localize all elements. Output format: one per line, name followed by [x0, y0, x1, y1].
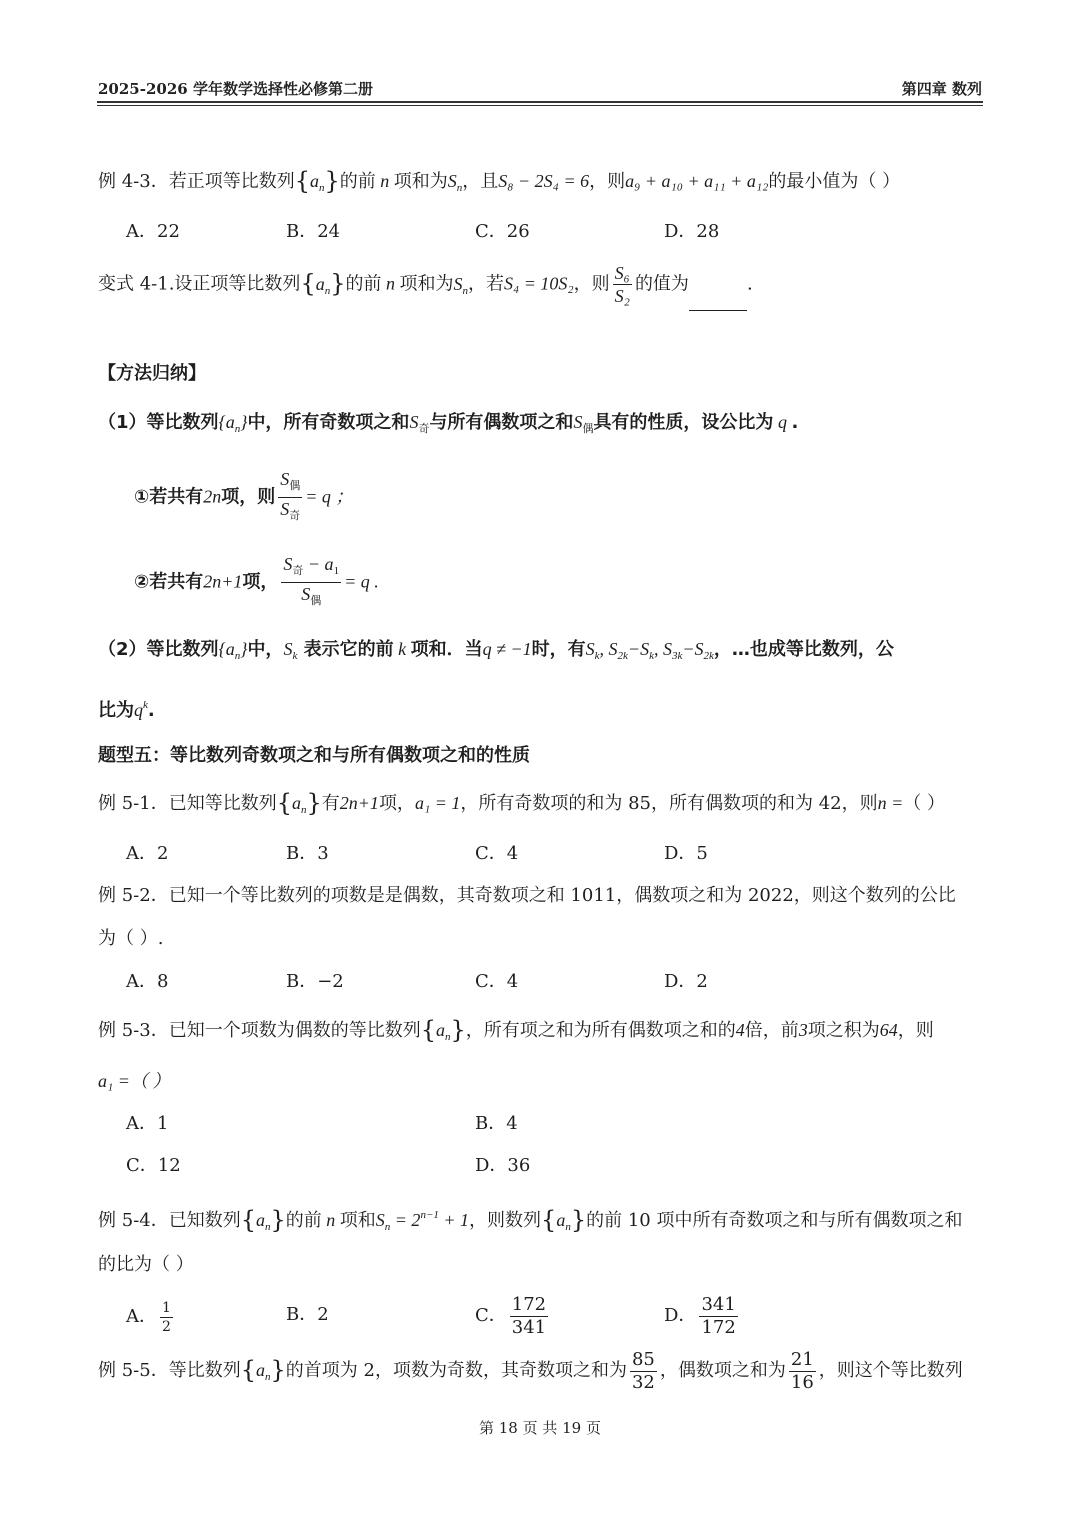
method-title: 【方法归纳】	[98, 363, 206, 384]
option-b: B．3	[286, 843, 329, 864]
example-5-2-line-1: 例 5-2．已知一个等比数列的项数是是偶数，其奇数项之和 1011，偶数项之和为 2022，则这个数列的公比	[98, 885, 956, 906]
method-point-2-cont: 比为$q^k$.	[98, 699, 155, 721]
example-5-1: 例 5-1．已知等比数列$\{a_n\}$有2n+1项，a₁ = 1，所有奇数项的和为 85，所有偶数项的和为 42，则n =（ ）	[98, 789, 945, 817]
method-point-2: （2）等比数列$\{a_n\}$中，$S_k$ 表示它的前 k 项和．当q ≠ −1时，有$S_k$, $S_{2k}-S_k$, $S_{3k}-S_{2k}$，…也成等比数列，公	[98, 639, 894, 662]
option-c: C．12	[126, 1155, 181, 1176]
option-b: B．4	[475, 1113, 518, 1134]
option-c: C．26	[475, 221, 530, 242]
option-d: D．36	[475, 1155, 531, 1176]
method-case-1: ①若共有2n项，则 $\frac{S_偶}{S_奇}$ = q ；	[134, 469, 354, 522]
method-case-2: ②若共有2n+1项， $\frac{S_奇 - a_1}{S_偶}$ = q .	[134, 554, 379, 607]
header-right: 第四章 数列	[901, 80, 982, 98]
method-point-1: （1）等比数列$\{a_n\}$中，所有奇数项之和$S_奇$与所有偶数项之和$S_偶$具有的性质，设公比为 q .	[98, 412, 799, 435]
option-d: D．28	[664, 221, 720, 242]
option-b: B．2	[286, 1304, 329, 1325]
option-c: C．4	[475, 971, 519, 992]
option-b: B．24	[286, 221, 341, 242]
option-d: D．5	[664, 843, 708, 864]
section-title-type-5: 题型五：等比数列奇数项之和与所有偶数项之和的性质	[98, 745, 530, 766]
header-left: 2025-2026 学年数学选择性必修第二册	[98, 80, 373, 98]
header-rule-thin	[97, 105, 983, 106]
option-c: C． $\frac{172}{341}$	[475, 1293, 547, 1338]
option-c: C．4	[475, 843, 519, 864]
page-header	[98, 78, 982, 99]
option-a: A．1	[126, 1113, 169, 1134]
example-5-2-line-2: 为（ ）.	[98, 928, 164, 949]
header-rule-thick	[97, 101, 983, 103]
example-5-3-line-2: a₁ =（ ）	[98, 1071, 171, 1091]
example-5-4-line-1: 例 5-4．已知数列$\{a_n\}$的前 n 项和$S_n = 2^{n-1} + 1$，则数列$\{a_n\}$的前 10 项中所有奇数项之和与所有偶数项之和	[98, 1206, 963, 1234]
example-5-4-line-2: 的比为（ ）	[98, 1254, 194, 1275]
option-d: D． $\frac{341}{172}$	[664, 1293, 736, 1338]
variant-4-1: 变式 4-1.设正项等比数列$\{a_n\}$的前 n 项和为$S_n$，若S₄ = 10S₂，则 $\frac{\text{S₆}}{\text{S₂}}$ 的值为 .	[98, 262, 753, 311]
option-d: D．2	[664, 971, 708, 992]
option-a: A．22	[126, 221, 180, 242]
example-5-5: 例 5-5．等比数列$\{a_n\}$的首项为 2，项数为奇数，其奇数项之和为 $\frac{85}{32}$ ，偶数项之和为 $\frac{21}{16}$ ，则这个等比数列	[98, 1348, 963, 1393]
example-4-3: 例 4-3．若正项等比数列$\{a_n\}$的前 n 项和为$S_n$，且S₈ − 2S₄ = 6，则a₉ + a₁₀ + a₁₁ + a₁₂的最小值为（ ）	[98, 167, 901, 195]
option-a: A． $\frac{1}{2}$	[126, 1299, 171, 1335]
option-b: B．−2	[286, 971, 344, 992]
option-a: A．2	[126, 843, 169, 864]
example-5-3-line-1: 例 5-3．已知一个项数为偶数的等比数列$\{a_n\}$，所有项之和为所有偶数项之和的4倍，前3项之积为64，则	[98, 1016, 934, 1044]
answer-blank[interactable]	[689, 292, 747, 311]
option-a: A．8	[126, 971, 169, 992]
page-footer: 第 18 页 共 19 页	[478, 1419, 601, 1437]
